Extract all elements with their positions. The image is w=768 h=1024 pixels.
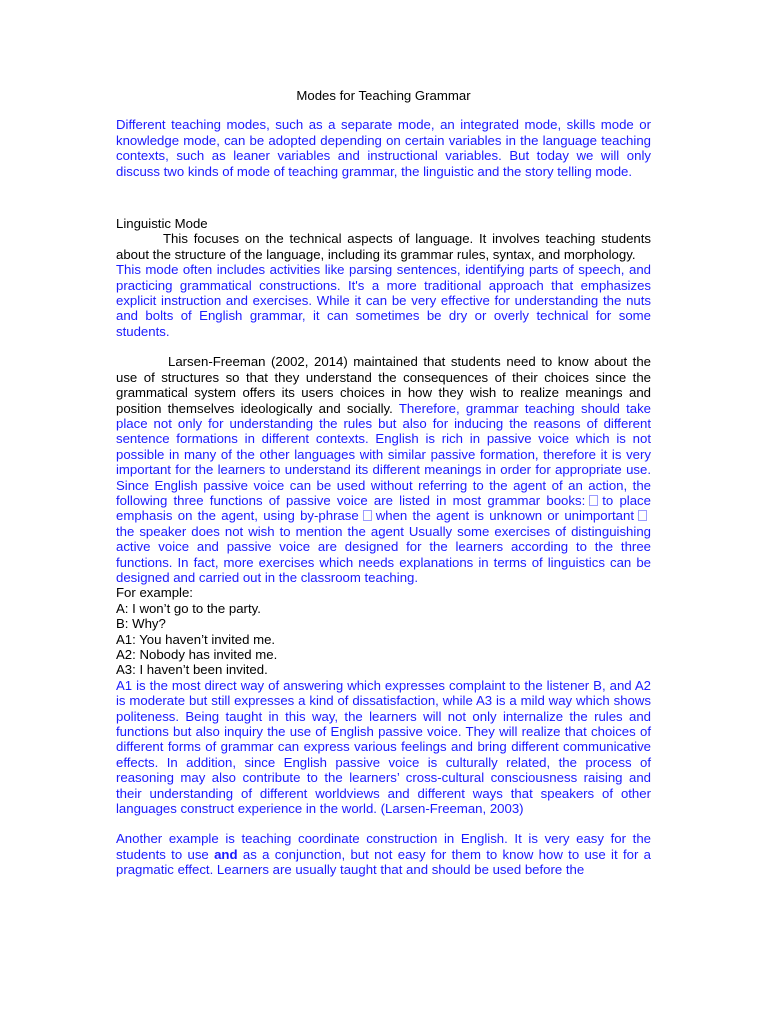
document-title: Modes for Teaching Grammar	[296, 88, 471, 103]
passive-function-3: the speaker does not wish to mention the agent Usually some exercises of distinguishing active voice and passive voice are designed for the learners according to the three functions. In fact, more exercises which needs explanations in terms of linguistics can be designed and carried out in the classroom teaching.	[116, 523, 651, 585]
example-line: A2: Nobody has invited me.	[116, 647, 278, 662]
coordinate-paragraph-clip	[116, 831, 652, 878]
example-line: A: I won’t go to the party.	[116, 600, 261, 616]
example-intro: For example:	[116, 585, 193, 601]
passive-function-2: when the agent is unknown or unimportant	[375, 508, 634, 524]
example-explanation: A1 is the most direct way of answering which expresses complaint to the listener B, and A2 is moderate but still expresses a kind of dissatisfaction, while A3 is a mild way which shows politeness. Being taught in this way, the learners will not only internalize the rules and functions but also inquiry the use of English passive voice. They will realize that choices of different forms of grammar can express various feelings and bring different communicative effects. In addition, since English passive voice is culturally related, the process of reasoning may also contribute to the learners’ cross-cultural consciousness raising and their understanding of different worldviews and different ways that speakers of other languages construct experience in the world. (Larsen-Freeman, 2003)	[116, 677, 651, 817]
example-line: A3: I haven’t been invited.	[116, 662, 268, 678]
linguistic-mode-activities: This mode often includes activities like parsing sentences, identifying parts of speech, and practicing grammatical constructions. It's a more traditional approach that emphasizes explicit instruction and exercises. While it can be very effective for understanding the nuts and bolts of English grammar, it can sometimes be dry or overly technical for some students.	[116, 262, 651, 339]
example-line: B: Why?	[116, 616, 166, 632]
document-page	[116, 88, 652, 878]
coordinate-text-a: Another example is teaching coordinate construction in English. It is very easy for the students to use	[116, 831, 651, 862]
bullet-box-icon	[638, 510, 647, 521]
paragraph-gap	[116, 816, 651, 831]
larsen-freeman-text: Larsen-Freeman (2002, 2014) maintained that students need to know about the use of structures so that they understand the consequences of their choices since the grammatical system offers its users choices in how they wish to realize meanings and position themselves ideologically and socially.	[116, 354, 651, 416]
linguistic-mode-description: This focuses on the technical aspects of language. It involves teaching students about the structure of the language, including its grammar rules, syntax, and morphology.	[116, 231, 651, 262]
and-keyword: and	[214, 846, 238, 862]
passive-function-1: to place emphasis on the agent, using by-phrase	[116, 492, 651, 524]
intro-paragraph: Different teaching modes, such as a separate mode, an integrated mode, skills mode or knowledge mode, can be adopted depending on certain variables in the language teaching contexts, such as leaner variables and instructional variables. But today we will only discuss two kinds of mode of teaching grammar, the linguistic and the story telling mode.	[116, 117, 651, 179]
coordinate-construction-paragraph	[116, 831, 651, 877]
example-line: A1: You haven’t invited me.	[116, 631, 276, 647]
paragraph-gap	[116, 339, 651, 354]
larsen-freeman-paragraph	[116, 354, 651, 585]
linguistic-mode-heading: Linguistic Mode	[116, 216, 208, 232]
passive-voice-text: Therefore, grammar teaching should take place not only for understanding the rules but also for inducing the reasons of different sentence formations in different contexts. English is rich in passive voice which is not possible in many of the other languages with similar passive formation, therefore it is very important for the learners to understand its different meanings in order for appropriate use. Since English passive voice can be used without referring to the agent of an action, the following three functions of passive voice are listed in most grammar books:	[116, 400, 651, 508]
bullet-box-icon	[363, 510, 372, 521]
coordinate-text-b: as a conjunction, but not easy for them to know how to use it for a pragmatic effect. Learners are usually taught that and should be used before the	[116, 846, 652, 878]
bullet-box-icon	[589, 495, 598, 506]
